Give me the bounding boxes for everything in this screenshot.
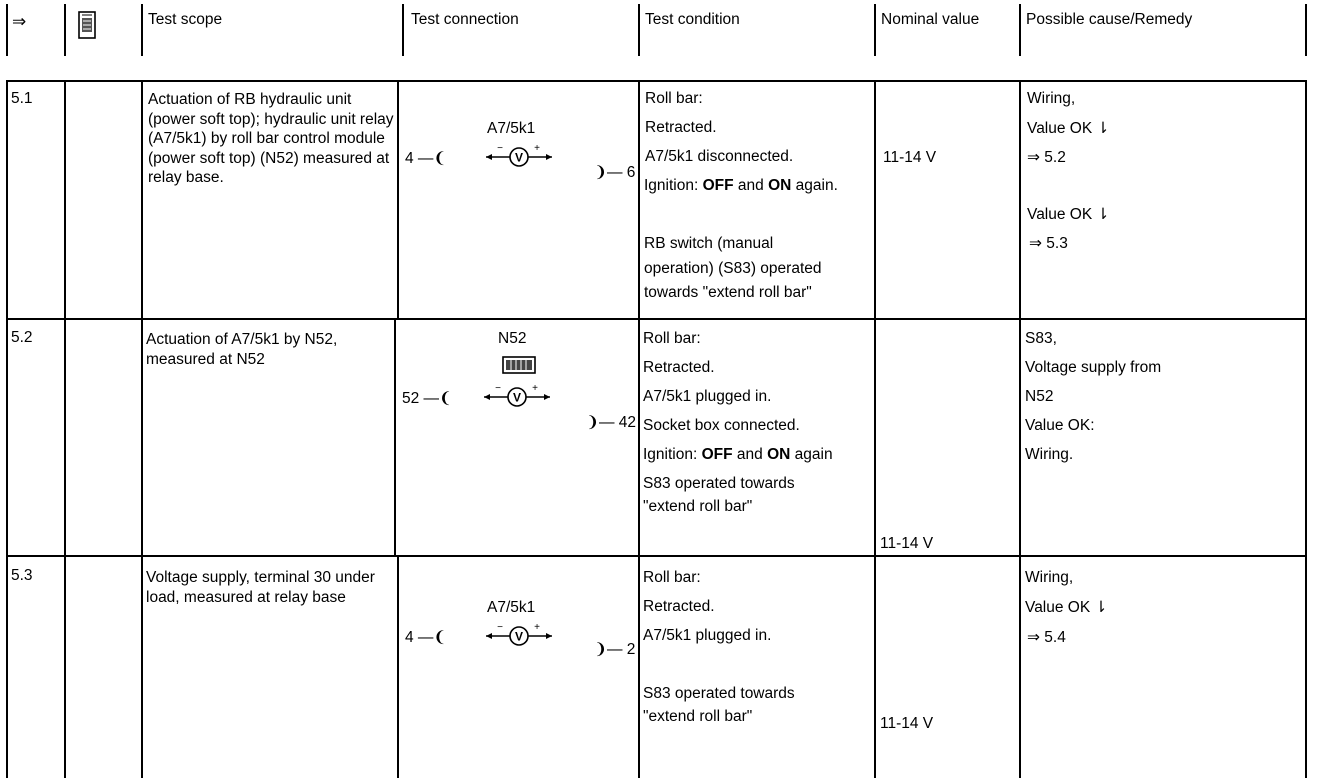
remedy-link: ⇒ 5.3: [1029, 235, 1068, 252]
remedy-text: Wiring,: [1025, 569, 1074, 586]
nominal-value: 11-14 V: [880, 715, 934, 732]
svg-text:V: V: [514, 150, 524, 165]
pin-right: ❩— 42: [586, 414, 637, 431]
svg-text:+: +: [534, 143, 540, 154]
down-arrow-icon: ⇂: [1094, 599, 1108, 616]
test-condition: Roll bar: Retracted. A7/5k1 plugged in. S83 operated towards "extend roll bar": [643, 569, 795, 725]
svg-text:−: −: [497, 622, 503, 633]
step-number: 5.1: [11, 90, 33, 107]
connection-column-header: Test connection: [411, 11, 519, 28]
pin-left: 4 —❨: [405, 150, 447, 167]
test-scope-text: Voltage supply, terminal 30 under load, measured at relay base: [146, 569, 375, 606]
down-arrow-icon: ⇂: [1096, 120, 1110, 137]
voltmeter-icon: [482, 381, 552, 416]
test-scope-text: Actuation of A7/5k1 by N52, measured at N52: [146, 331, 338, 368]
svg-text:+: +: [534, 622, 540, 633]
remedy-text: Value OK ⇂: [1027, 206, 1110, 223]
voltmeter-icon: [484, 141, 554, 176]
svg-text:+: +: [532, 383, 538, 394]
step-number: 5.2: [11, 329, 33, 346]
remedy-text: Wiring,: [1027, 90, 1076, 107]
nominal-value: 11-14 V: [880, 535, 934, 552]
pin-left: 4 —❨: [405, 629, 447, 646]
step-column-header: ⇒: [12, 12, 27, 31]
voltmeter-icon: [484, 620, 554, 655]
test-condition: Roll bar: Retracted. A7/5k1 plugged in. Socket box connected. Ignition: OFF and ON again S83 operated towards "extend roll bar": [643, 330, 833, 515]
remedy-link: ⇒ 5.2: [1027, 149, 1066, 166]
remedy-text: Value OK ⇂: [1025, 599, 1108, 616]
remedy-text: S83, Voltage supply from N52 Value OK: Wiring.: [1025, 330, 1162, 463]
svg-text:−: −: [495, 383, 501, 394]
down-arrow-icon: ⇂: [1096, 206, 1110, 223]
pin-right: ❩— 2: [594, 641, 636, 658]
test-condition: Roll bar: Retracted. A7/5k1 disconnected. Ignition: OFF and ON again.: [644, 90, 838, 194]
remedy-column-header: Possible cause/Remedy: [1026, 11, 1193, 28]
step-number: 5.3: [11, 567, 33, 584]
svg-text:V: V: [512, 390, 522, 405]
test-condition-extra: RB switch (manual operation) (S83) operated towards "extend roll bar": [644, 235, 822, 301]
nominal-column-header: Nominal value: [881, 11, 980, 28]
control-module-icon: [502, 356, 536, 379]
remedy-link: ⇒ 5.4: [1027, 629, 1066, 646]
manual-book-icon: [76, 10, 98, 45]
pin-right: ❩— 6: [594, 164, 636, 181]
svg-text:−: −: [497, 143, 503, 154]
condition-column-header: Test condition: [645, 11, 740, 28]
pin-left: 52 —❨: [402, 390, 453, 407]
svg-text:V: V: [514, 629, 524, 644]
component-label: A7/5k1: [487, 599, 536, 616]
remedy-text: Value OK ⇂: [1027, 120, 1110, 137]
component-label: A7/5k1: [487, 120, 536, 137]
test-scope-text: Actuation of RB hydraulic unit (power soft top); hydraulic unit relay (A7/5k1) by roll bar control module (power soft top) (N52) measured at relay base.: [148, 91, 394, 186]
nominal-value: 11-14 V: [883, 149, 937, 166]
scope-column-header: Test scope: [148, 11, 223, 28]
component-label: N52: [498, 330, 527, 347]
